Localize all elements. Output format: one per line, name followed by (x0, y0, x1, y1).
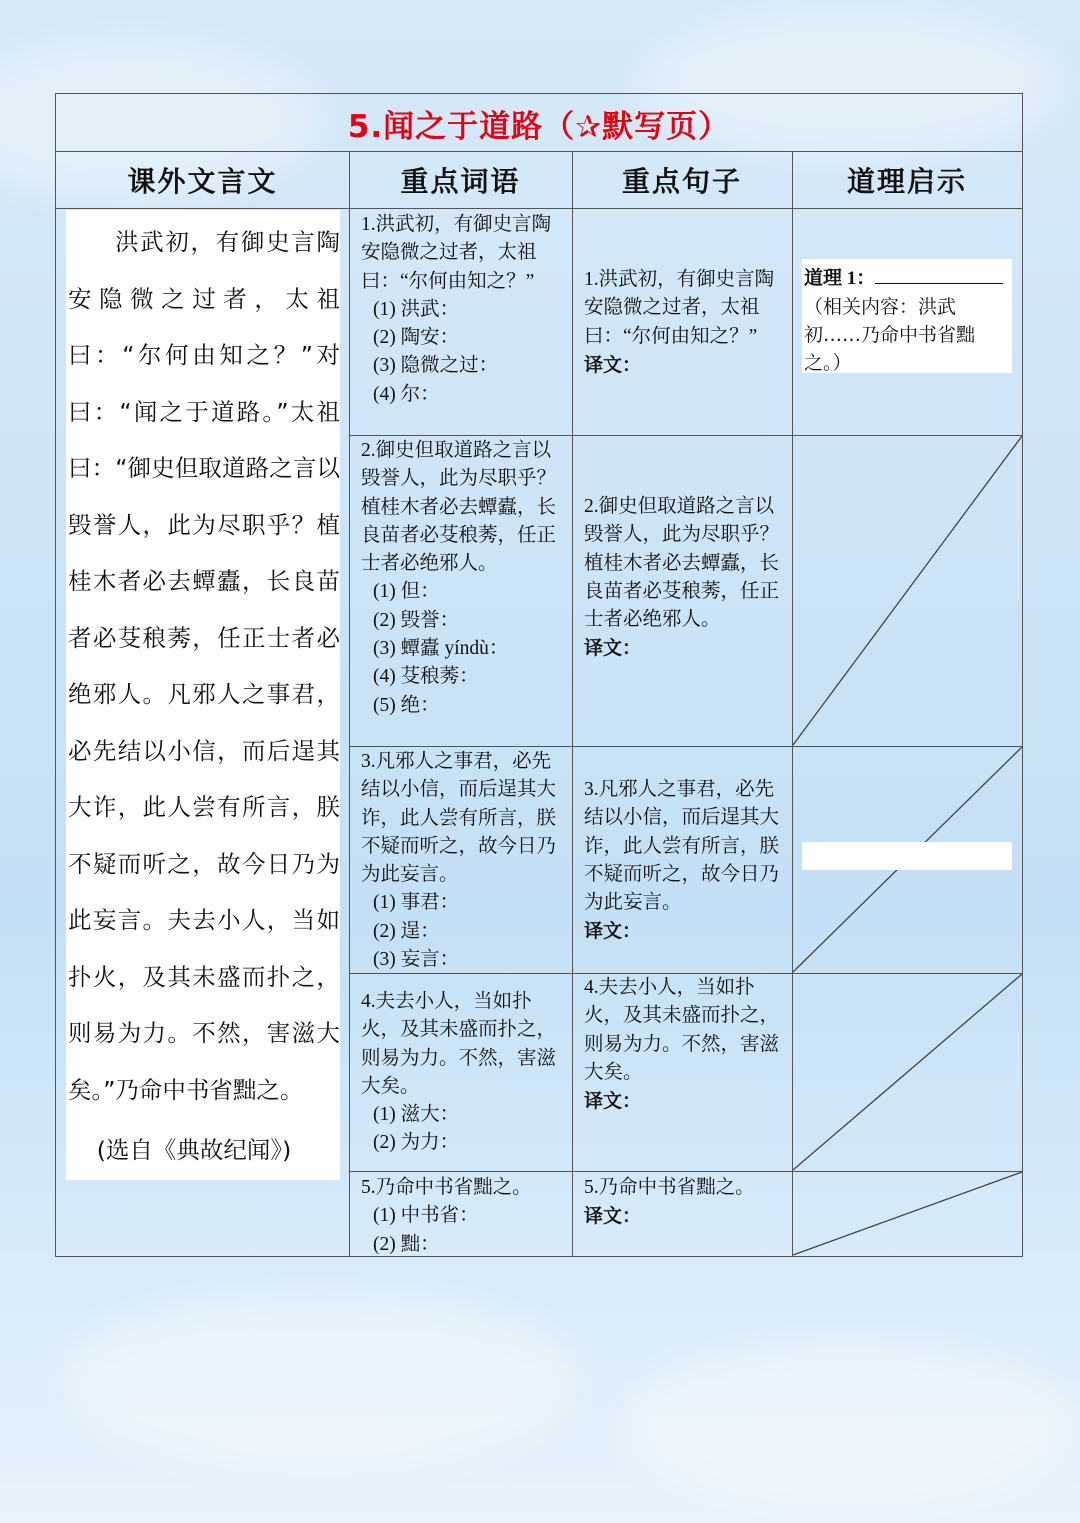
word-item: (3) 蟫蠹 yíndù： (373, 638, 509, 660)
word-sentence: 2.御史但取道路之言以毁誉人，此为尽职乎？植桂木者必去蟫蠹，长良苗者必芟稂莠，任正士者必绝邪人。 (361, 440, 557, 575)
word-item: (5) 绝： (373, 694, 440, 716)
key-sentence: 5.乃命中书省黜之。 (584, 1177, 755, 1198)
header-classical-text: 课外文言文 (127, 165, 278, 198)
blank-answer-strip (802, 842, 1012, 870)
key-sentence: 2.御史但取道路之言以毁誉人，此为尽职乎？植桂木者必去蟫蠹，长良苗者必芟稂莠，任正士者必绝邪人。 (584, 496, 780, 631)
translation-label: 译文： (584, 637, 642, 660)
background-cloud (60, 1290, 580, 1470)
word-item: (2) 为力： (373, 1132, 460, 1154)
word-item: (1) 但： (373, 581, 440, 603)
lesson-hint: （相关内容：洪武初……乃命中书省黜之。） (804, 296, 976, 374)
worksheet-table (55, 93, 1023, 1257)
diagonal-line (793, 436, 1022, 745)
background-cloud (620, 1340, 1080, 1510)
word-sentence: 4.夫去小人，当如扑火，及其未盛而扑之，则易为力。不然，害滋大矣。 (361, 991, 557, 1097)
word-item: (2) 陶安： (373, 327, 460, 349)
classical-text: 洪武初，有御史言陶安隐微之过者，太祖曰：“尔何由知之？”对曰：“闻之于道路。”太祖曰：“御史但取道路之言以毁誉人，此为尽职乎？植桂木者必去蟫蠹，长良苗者必芟稂莠，任正士者必绝邪人。凡邪人之事君，必先结以小信，而后逞其大诈，此人尝有所言，朕不疑而听之，故今日乃为此妄言。夫去小人，当如扑火，及其未盛而扑之，则易为力。不然，害滋大矣。”乃命中书省黜之。 (68, 228, 340, 1104)
diagonal-line (793, 1172, 1022, 1255)
word-item: (4) 尔： (373, 383, 440, 405)
diagonal-line (793, 974, 1022, 1170)
word-item: (3) 隐微之过： (373, 355, 499, 377)
header-lessons: 道理启示 (846, 165, 967, 198)
word-item: (1) 滋大： (373, 1104, 460, 1126)
translation-label: 译文： (584, 920, 642, 943)
key-sentence: 1.洪武初，有御史言陶安隐微之过者，太祖曰：“尔何由知之？” (584, 269, 775, 347)
word-item: (2) 逞： (373, 920, 440, 942)
lesson-label: 道理 1： (804, 268, 876, 289)
word-sentence: 5.乃命中书省黜之。 (361, 1177, 532, 1198)
translation-label: 译文： (584, 1090, 642, 1113)
word-sentence: 3.凡邪人之事君，必先结以小信，而后逞其大诈，此人尝有所言，朕不疑而听之，故今日乃为此妄言。 (361, 751, 557, 886)
crossed-out-cells (56, 94, 1022, 1256)
header-key-words: 重点词语 (400, 165, 521, 198)
word-item: (3) 妄言： (373, 949, 460, 971)
word-item: (2) 黜： (373, 1233, 440, 1255)
word-sentence: 1.洪武初，有御史言陶安隐微之过者，太祖曰：“尔何由知之？” (361, 214, 552, 292)
word-item: (1) 事君： (373, 892, 460, 914)
word-item: (1) 中书省： (373, 1205, 479, 1227)
header-key-sentences: 重点句子 (621, 165, 742, 198)
translation-label: 译文： (584, 353, 642, 376)
word-item: (1) 洪武： (373, 298, 460, 320)
key-sentence: 3.凡邪人之事君，必先结以小信，而后逞其大诈，此人尝有所言，朕不疑而听之，故今日乃为此妄言。 (584, 779, 780, 914)
text-source: (选自《典故纪闻》) (96, 1136, 292, 1164)
page-title: 5.闻之于道路（✰默写页） (347, 108, 731, 145)
word-item: (2) 毁誉： (373, 609, 460, 631)
word-item: (4) 芟稂莠： (373, 666, 479, 688)
translation-label: 译文： (584, 1205, 642, 1228)
key-sentence: 4.夫去小人，当如扑火，及其未盛而扑之，则易为力。不然，害滋大矣。 (584, 977, 780, 1083)
